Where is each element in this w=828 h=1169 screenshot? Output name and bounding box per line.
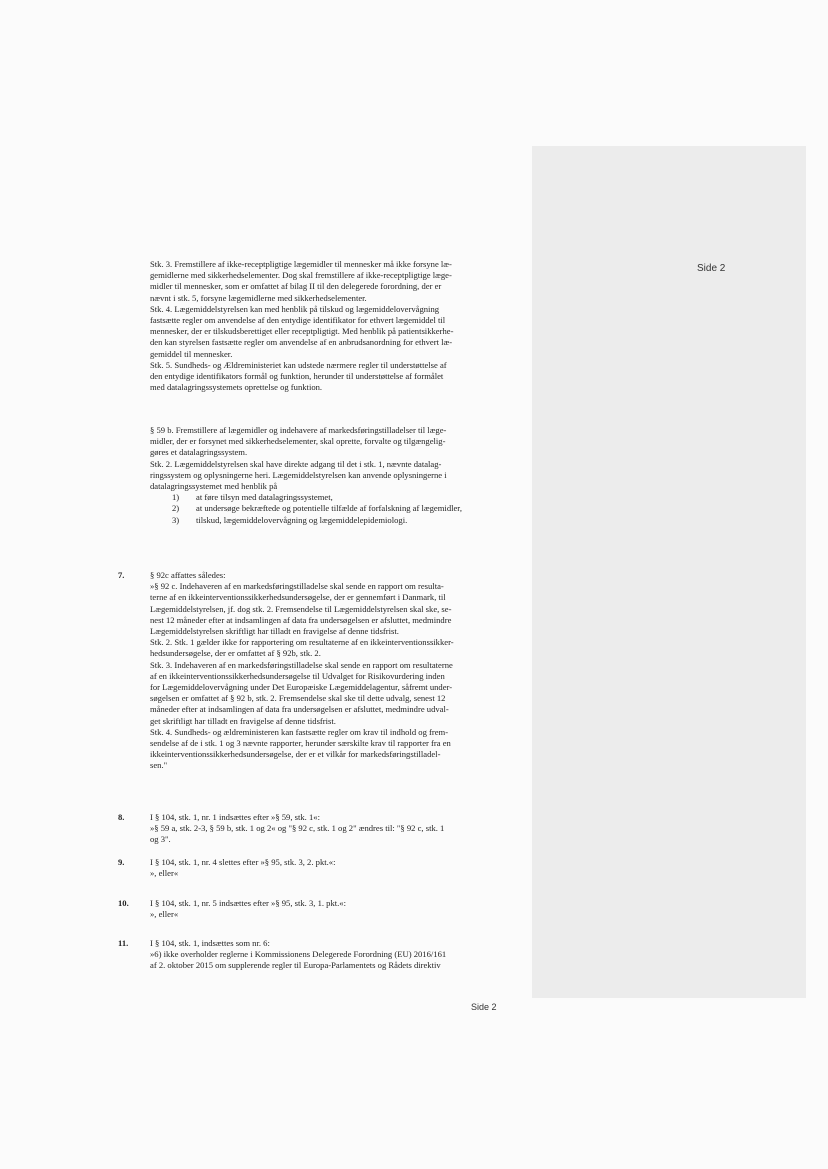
text-line: », eller«	[150, 909, 179, 920]
text-line: af en ikkeinterventionssikkerhedsundersøgelse til Udvalget for Risikovurdering inden	[150, 670, 445, 681]
text-line: nest 12 måneder efter at indsamlingen af data fra undersøgelsen er afsluttet, medmindre	[150, 614, 452, 625]
text-line: Stk. 3. Indehaveren af en markedsføringstilladelse skal sende en rapport om resultaterne	[150, 659, 453, 670]
margin-panel	[532, 146, 806, 998]
list-item	[172, 492, 520, 503]
list-item-number: 2)	[172, 503, 180, 514]
item-body	[150, 857, 522, 879]
text-line: af 2. oktober 2015 om supplerende regler til Europa-Parlamentets og Rådets direktiv	[150, 960, 441, 971]
text-line: måneder efter at indsamlingen af data fra undersøgelsen er afsluttet, medmindre udval-	[150, 704, 449, 715]
text-line: gemidlerne med sikkerhedselementer. Dog skal fremstillere af ikke-receptpligtige læge-	[150, 270, 452, 281]
item-body	[150, 938, 522, 972]
text-line: gemiddel til mennesker.	[150, 348, 233, 359]
section-block-2	[150, 425, 520, 526]
text-line: søgelsen er omfattet af § 92 b, stk. 2. Fremsendelse skal ske til dette udvalg, senest 12	[150, 693, 446, 704]
text-line: Lægemiddelstyrelsen skriftligt har tilladt en fravigelse af denne tidsfrist.	[150, 626, 399, 637]
text-line: mennesker, der er tilskudsberettiget eller receptpligtigt. Med henblik på patientsikkerhe-	[150, 326, 454, 337]
list-item-text: at undersøge bekræftede og potentielle tilfælde af forfalskning af lægemidler,	[196, 503, 462, 514]
section-block-1	[150, 259, 520, 393]
item-number: 8.	[118, 812, 125, 822]
text-line: og 3".	[150, 834, 171, 845]
text-line: I § 104, stk. 1, nr. 1 indsættes efter »§ 59, stk. 1«:	[150, 812, 320, 822]
item-number: 11.	[118, 938, 129, 948]
amendment-item-8	[118, 812, 522, 846]
page-label-top: Side 2	[697, 263, 726, 274]
amendment-item-11	[118, 938, 522, 972]
text-line: I § 104, stk. 1, nr. 4 slettes efter »§ 95, stk. 3, 2. pkt.«:	[150, 857, 336, 867]
text-line: datalagringssystemet med henblik på	[150, 481, 278, 492]
list-item-text: at føre tilsyn med datalagringssystemet,	[196, 492, 333, 503]
text-line: I § 104, stk. 1, indsættes som nr. 6:	[150, 938, 270, 948]
text-line: § 59 b. Fremstillere af lægemidler og indehavere af markedsføringstilladelser til læge-	[150, 425, 447, 435]
text-line: Stk. 3. Fremstillere af ikke-receptpligtige lægemidler til mennesker må ikke forsyne læ-	[150, 259, 452, 269]
text-line: § 92c affattes således:	[150, 570, 226, 580]
text-line: sendelse af de i stk. 1 og 3 nævnte rapporter, herunder særskilte krav til rapporter fra en	[150, 738, 451, 749]
list-item-number: 1)	[172, 492, 180, 503]
text-line: for Lægemiddelovervågning under Det Europæiske Lægemiddelagentur, såfremt under-	[150, 682, 453, 693]
text-line: »§ 59 a, stk. 2-3, § 59 b, stk. 1 og 2« og "§ 92 c, stk. 1 og 2" ændres til: "§ 92 c, stk. 1	[150, 823, 445, 834]
numbered-list	[150, 492, 520, 526]
list-item	[172, 503, 520, 514]
list-item-number: 3)	[172, 514, 180, 525]
text-line: midler, der er forsynet med sikkerhedselementer, skal oprette, forvalte og tilgængelig-	[150, 436, 446, 447]
text-line: den kan styrelsen fastsætte regler om anvendelse af en anbrudsanordning for ethvert læ-	[150, 337, 453, 348]
text-line: fastsætte regler om anvendelse af den entydige identifikator for ethvert lægemiddel til	[150, 315, 446, 326]
amendment-item-7	[118, 570, 522, 772]
text-line: »§ 92 c. Indehaveren af en markedsføringstilladelse skal sende en rapport om resulta-	[150, 581, 444, 592]
amendment-item-10	[118, 898, 522, 920]
text-line: », eller«	[150, 868, 179, 879]
text-line: nævnt i stk. 5, forsyne lægemidlerne med sikkerhedselementer.	[150, 292, 367, 303]
text-line: med datalagringssystemets oprettelse og funktion.	[150, 382, 323, 393]
text-line: Stk. 4. Lægemiddelstyrelsen kan med henblik på tilskud og lægemiddelovervågning	[150, 303, 440, 314]
item-number: 10.	[118, 898, 129, 908]
list-item-text: tilskud, lægemiddelovervågning og lægemiddelepidemiologi.	[196, 514, 408, 525]
text-line: Lægemiddelstyrelsen, jf. dog stk. 2. Fremsendelse til Lægemiddelstyrelsen skal ske, se-	[150, 603, 452, 614]
text-line: Stk. 2. Lægemiddelstyrelsen skal have direkte adgang til det i stk. 1, nævnte datalag-	[150, 458, 442, 469]
list-item	[172, 515, 520, 526]
item-body	[150, 812, 522, 846]
text-line: ringssystem og oplysningerne heri. Lægemiddelstyrelsen kan anvende oplysningerne i	[150, 469, 447, 480]
text-line: »6) ikke overholder reglerne i Kommissionens Delegerede Forordning (EU) 2016/161	[150, 949, 447, 960]
text-line: Stk. 5. Sundheds- og Ældreministeriet kan udstede nærmere regler til understøttelse af	[150, 359, 447, 370]
text-line: hedsundersøgelse, der er omfattet af § 92b, stk. 2.	[150, 648, 321, 659]
text-line: get skriftligt har tilladt en fravigelse af denne tidsfrist.	[150, 715, 336, 726]
text-line: Stk. 4. Sundheds- og ældreministeren kan fastsætte regler om krav til indhold og frem-	[150, 726, 449, 737]
item-body	[150, 570, 522, 772]
amendment-item-9	[118, 857, 522, 879]
text-line: I § 104, stk. 1, nr. 5 indsættes efter »§ 95, stk. 3, 1. pkt.«:	[150, 898, 346, 908]
page-label-bottom: Side 2	[471, 1002, 497, 1012]
text-line: Stk. 2. Stk. 1 gælder ikke for rapportering om resultaterne af en ikkeinterventionssikker-	[150, 637, 454, 648]
text-line: terne af en ikkeinterventionssikkerhedsundersøgelse, der er gennemført i Danmark, til	[150, 592, 446, 603]
text-line: gøres et datalagringssystem.	[150, 447, 248, 458]
text-line: ikkeinterventionssikkerhedsundersøgelse, der er et vilkår for markedsføringstilladel-	[150, 749, 441, 760]
text-line: midler til mennesker, som er omfattet af bilag II til den delegerede forordning, der er	[150, 281, 442, 292]
text-line: sen."	[150, 760, 168, 771]
item-number: 7.	[118, 570, 125, 580]
item-number: 9.	[118, 857, 125, 867]
text-line: den entydige identifikators formål og funktion, herunder til understøttelse af formålet	[150, 371, 444, 382]
item-body	[150, 898, 522, 920]
